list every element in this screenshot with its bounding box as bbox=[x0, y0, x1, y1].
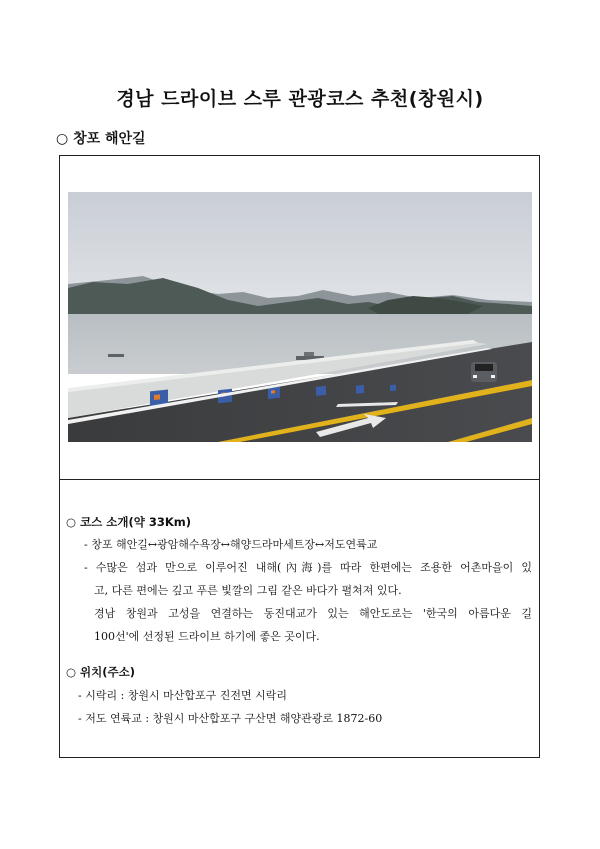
car-window bbox=[475, 364, 493, 371]
course-desc-line1: - 수많은 섬과 만으로 이루어진 내해(內海)를 따라 한편에는 조용한 어촌마을이 있 bbox=[84, 561, 532, 574]
course-desc-line3: 경남 창원과 고성을 연결하는 동진대교가 있는 해안도로는 '한국의 아름다운 길 bbox=[94, 607, 532, 620]
course-desc-line4: 100선'에 선정된 드라이브 하기에 좋은 곳이다. bbox=[94, 630, 320, 643]
photo-illustration bbox=[68, 192, 532, 442]
coastal-road-photo bbox=[68, 192, 532, 442]
course-heading: ○ 코스 소개(약 33Km) bbox=[66, 515, 191, 529]
car-light bbox=[473, 375, 477, 378]
car-light bbox=[491, 375, 495, 378]
location-heading: ○ 위치(주소) bbox=[66, 665, 135, 679]
location-item: - 저도 연륙교 : 창원시 마산합포구 구산면 해양관광로 1872-60 bbox=[78, 712, 383, 725]
section-heading: ○ 창포 해안길 bbox=[56, 131, 146, 147]
boat bbox=[108, 354, 124, 357]
course-route: - 창포 해안길↔광암해수욕장↔해양드라마세트장↔저도연륙교 bbox=[84, 538, 378, 551]
boat bbox=[304, 352, 314, 356]
location-item: - 시락리 : 창원시 마산합포구 진전면 시락리 bbox=[78, 689, 288, 702]
content-box bbox=[59, 155, 540, 758]
divider bbox=[60, 479, 539, 480]
course-desc-line2: 고, 다른 편에는 깊고 푸른 빛깔의 그림 같은 바다가 펼쳐져 있다. bbox=[94, 584, 402, 597]
page-title: 경남 드라이브 스루 관광코스 추천(창원시) bbox=[116, 88, 484, 110]
